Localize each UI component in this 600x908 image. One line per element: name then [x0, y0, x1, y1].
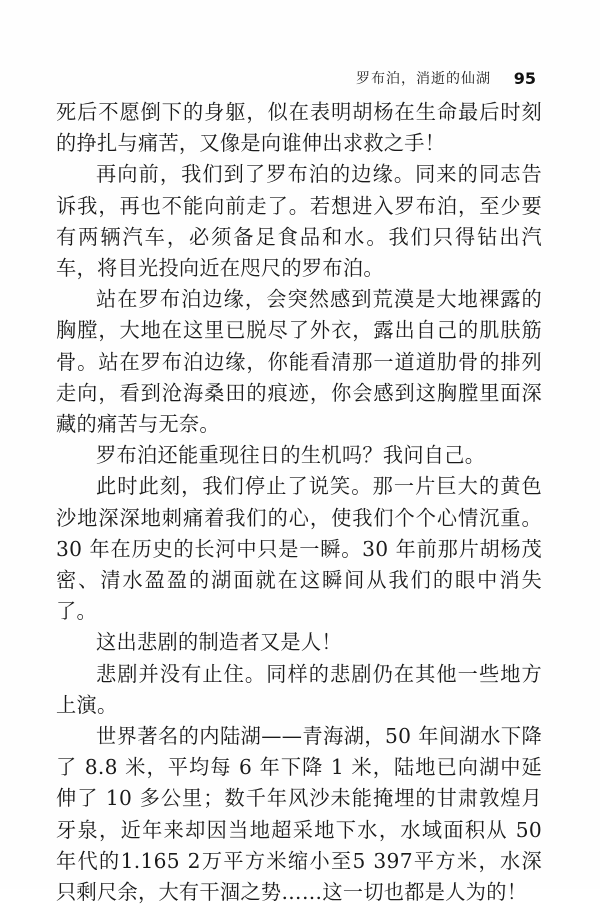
paragraph-continuation: 死后不愿倒下的身躯，似在表明胡杨在生命最后时刻的挣扎与痛苦，又像是向谁伸出求救之手！ [56, 100, 542, 156]
paragraph: 再向前，我们到了罗布泊的边缘。同来的同志告诉我，再也不能向前走了。若想进入罗布泊，至少要有两辆汽车，必须备足食品和水。我们只得钻出汽车，将目光投向近在咫尺的罗布泊。 [56, 162, 542, 281]
paragraph: 这出悲剧的制造者又是人！ [96, 630, 342, 655]
paragraph: 此时此刻，我们停止了说笑。那一片巨大的黄色沙地深深地刺痛着我们的心，使我们个个心情沉重。30 年在历史的长河中只是一瞬。30 年前那片胡杨茂密、清水盈盈的湖面就在这瞬间从我们的眼中消失了。 [56, 474, 542, 624]
chapter-title: 罗布泊，消逝的仙湖 [356, 71, 491, 87]
paragraph: 悲剧并没有止住。同样的悲剧仍在其他一些地方上演。 [56, 661, 542, 717]
running-head [356, 66, 536, 90]
page-number: 95 [513, 68, 536, 88]
paragraph: 罗布泊还能重现往日的生机吗？我问自己。 [96, 443, 486, 468]
paragraph: 世界著名的内陆湖——青海湖，50 年间湖水下降了 8.8 米，平均每 6 年下降 1 米，陆地已向湖中延伸了 10 多公里；数千年风沙未能掩埋的甘肃敦煌月牙泉，近年来却因当地超采地下水，水域面积从 50 年代的1.165 2万平方米缩小至5 397平方米，水深只剩尺余，大有干涸之势……这一切也都是人为的！ [56, 724, 542, 905]
body-text [56, 97, 542, 908]
paragraph: 站在罗布泊边缘，会突然感到荒漠是大地裸露的胸膛，大地在这里已脱尽了外衣，露出自己的肌肤筋骨。站在罗布泊边缘，你能看清那一道道肋骨的排列走向，看到沧海桑田的痕迹，你会感到这胸膛里面深藏的痛苦与无奈。 [56, 287, 542, 437]
